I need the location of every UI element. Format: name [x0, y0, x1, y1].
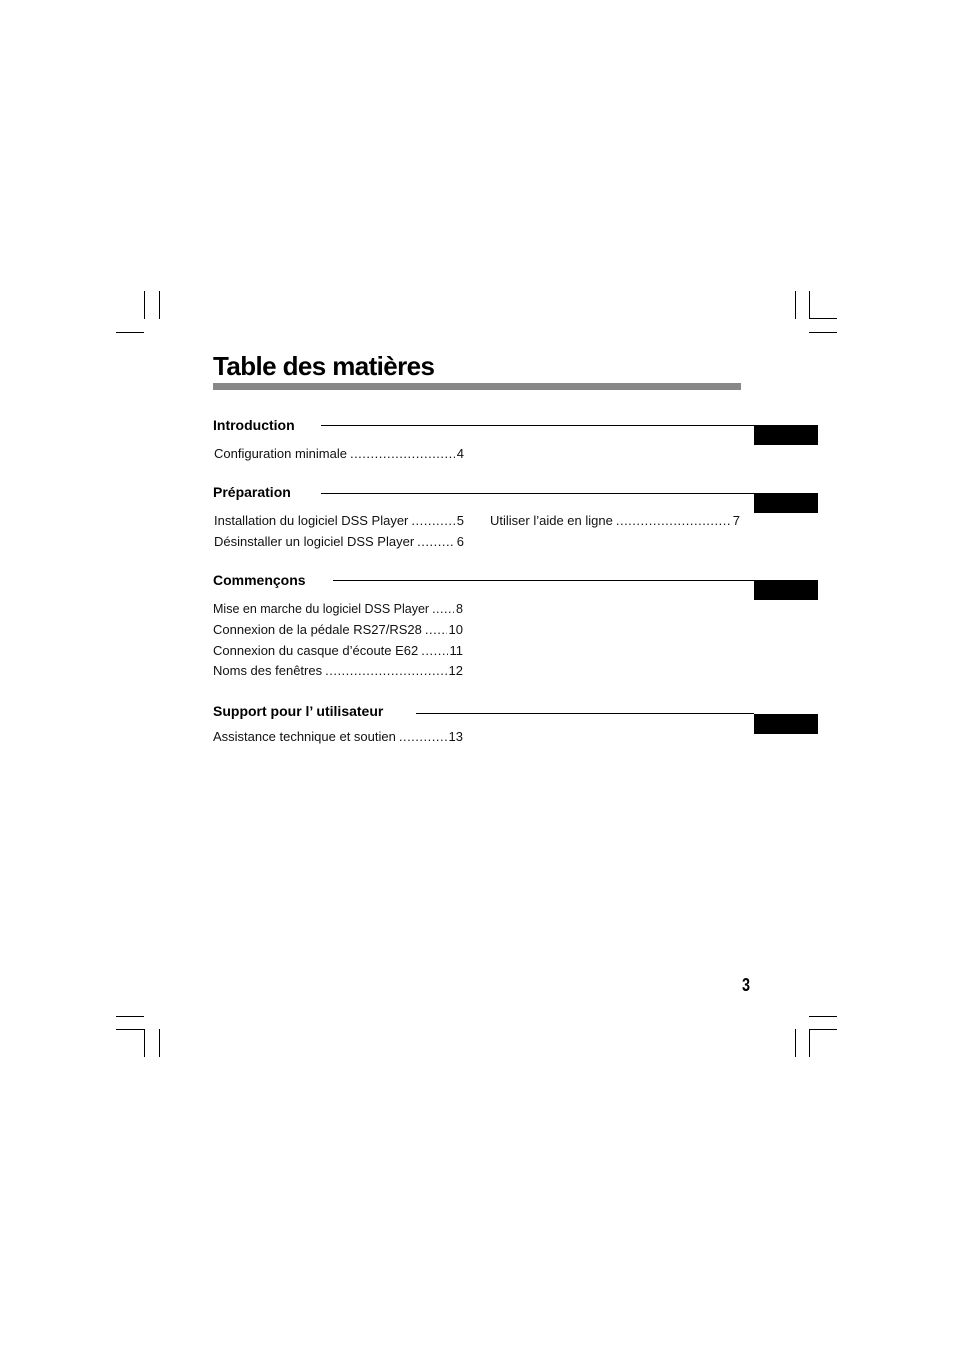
- dot-leader: [399, 729, 447, 745]
- crop-mark: [144, 1029, 145, 1057]
- dot-leader: [350, 446, 455, 462]
- section-rule: [416, 713, 754, 714]
- toc-entry-label: Connexion de la pédale RS27/RS28: [213, 622, 422, 637]
- toc-entry-label: Configuration minimale: [214, 446, 347, 461]
- toc-entry-page: 11: [449, 643, 463, 658]
- crop-mark: [809, 318, 837, 319]
- toc-entry-label: Utiliser l’aide en ligne: [490, 513, 613, 528]
- crop-mark: [809, 1029, 810, 1057]
- crop-mark: [809, 291, 810, 319]
- dot-leader: [432, 601, 454, 617]
- crop-mark: [795, 291, 796, 319]
- section-tab: [754, 714, 818, 734]
- crop-mark: [809, 332, 837, 333]
- toc-entry[interactable]: [213, 622, 463, 638]
- toc-entry-page: 13: [448, 729, 463, 744]
- section-heading: Introduction: [213, 417, 295, 433]
- toc-entry-label: Installation du logiciel DSS Player: [214, 513, 409, 528]
- toc-entry[interactable]: [213, 601, 463, 617]
- toc-entry-label: Connexion du casque d’écoute E62: [213, 643, 419, 658]
- page-title: Table des matières: [213, 351, 435, 381]
- dot-leader: [425, 622, 447, 638]
- section-heading: Préparation: [213, 484, 291, 500]
- toc-entry-page: 4: [456, 446, 464, 461]
- toc-entry[interactable]: [213, 643, 463, 659]
- section-rule: [321, 493, 754, 494]
- toc-entry-label: Assistance technique et soutien: [213, 729, 396, 744]
- crop-mark: [144, 291, 145, 319]
- toc-entry[interactable]: [490, 513, 740, 529]
- section-rule: [333, 580, 754, 581]
- toc-entry-label: Noms des fenêtres: [213, 663, 323, 678]
- section-tab: [754, 493, 818, 513]
- toc-entry-page: 5: [456, 513, 464, 528]
- toc-entry[interactable]: [213, 663, 463, 679]
- toc-entry-page: 10: [448, 622, 463, 637]
- toc-entry-page: 8: [456, 602, 463, 616]
- toc-entry-page: 7: [732, 513, 740, 528]
- dot-leader: [616, 513, 731, 529]
- crop-mark: [116, 1016, 144, 1017]
- toc-entry[interactable]: [214, 534, 464, 550]
- toc-entry-label: Désinstaller un logiciel DSS Player: [214, 534, 415, 549]
- section-tab: [754, 580, 818, 600]
- dot-leader: [325, 663, 446, 679]
- page-number: 3: [742, 975, 751, 995]
- section-heading: Commençons: [213, 572, 306, 588]
- toc-entry[interactable]: [214, 513, 464, 529]
- dot-leader: [411, 513, 454, 529]
- toc-entry-label: Mise en marche du logiciel DSS Player: [213, 602, 430, 616]
- crop-mark: [809, 1029, 837, 1030]
- crop-mark: [159, 1029, 160, 1057]
- toc-entry[interactable]: [213, 729, 463, 745]
- section-tab: [754, 425, 818, 445]
- toc-entry-page: 6: [456, 534, 464, 549]
- crop-mark: [159, 291, 160, 319]
- crop-mark: [809, 1016, 837, 1017]
- section-heading: Support pour l’ utilisateur: [213, 703, 384, 719]
- title-rule: [213, 383, 741, 390]
- crop-mark: [116, 1029, 144, 1030]
- toc-entry-page: 12: [448, 663, 463, 678]
- dot-leader: [421, 643, 447, 659]
- crop-mark: [116, 332, 144, 333]
- toc-entry[interactable]: [214, 446, 464, 462]
- crop-mark: [795, 1029, 796, 1057]
- section-rule: [321, 425, 754, 426]
- dot-leader: [417, 534, 455, 550]
